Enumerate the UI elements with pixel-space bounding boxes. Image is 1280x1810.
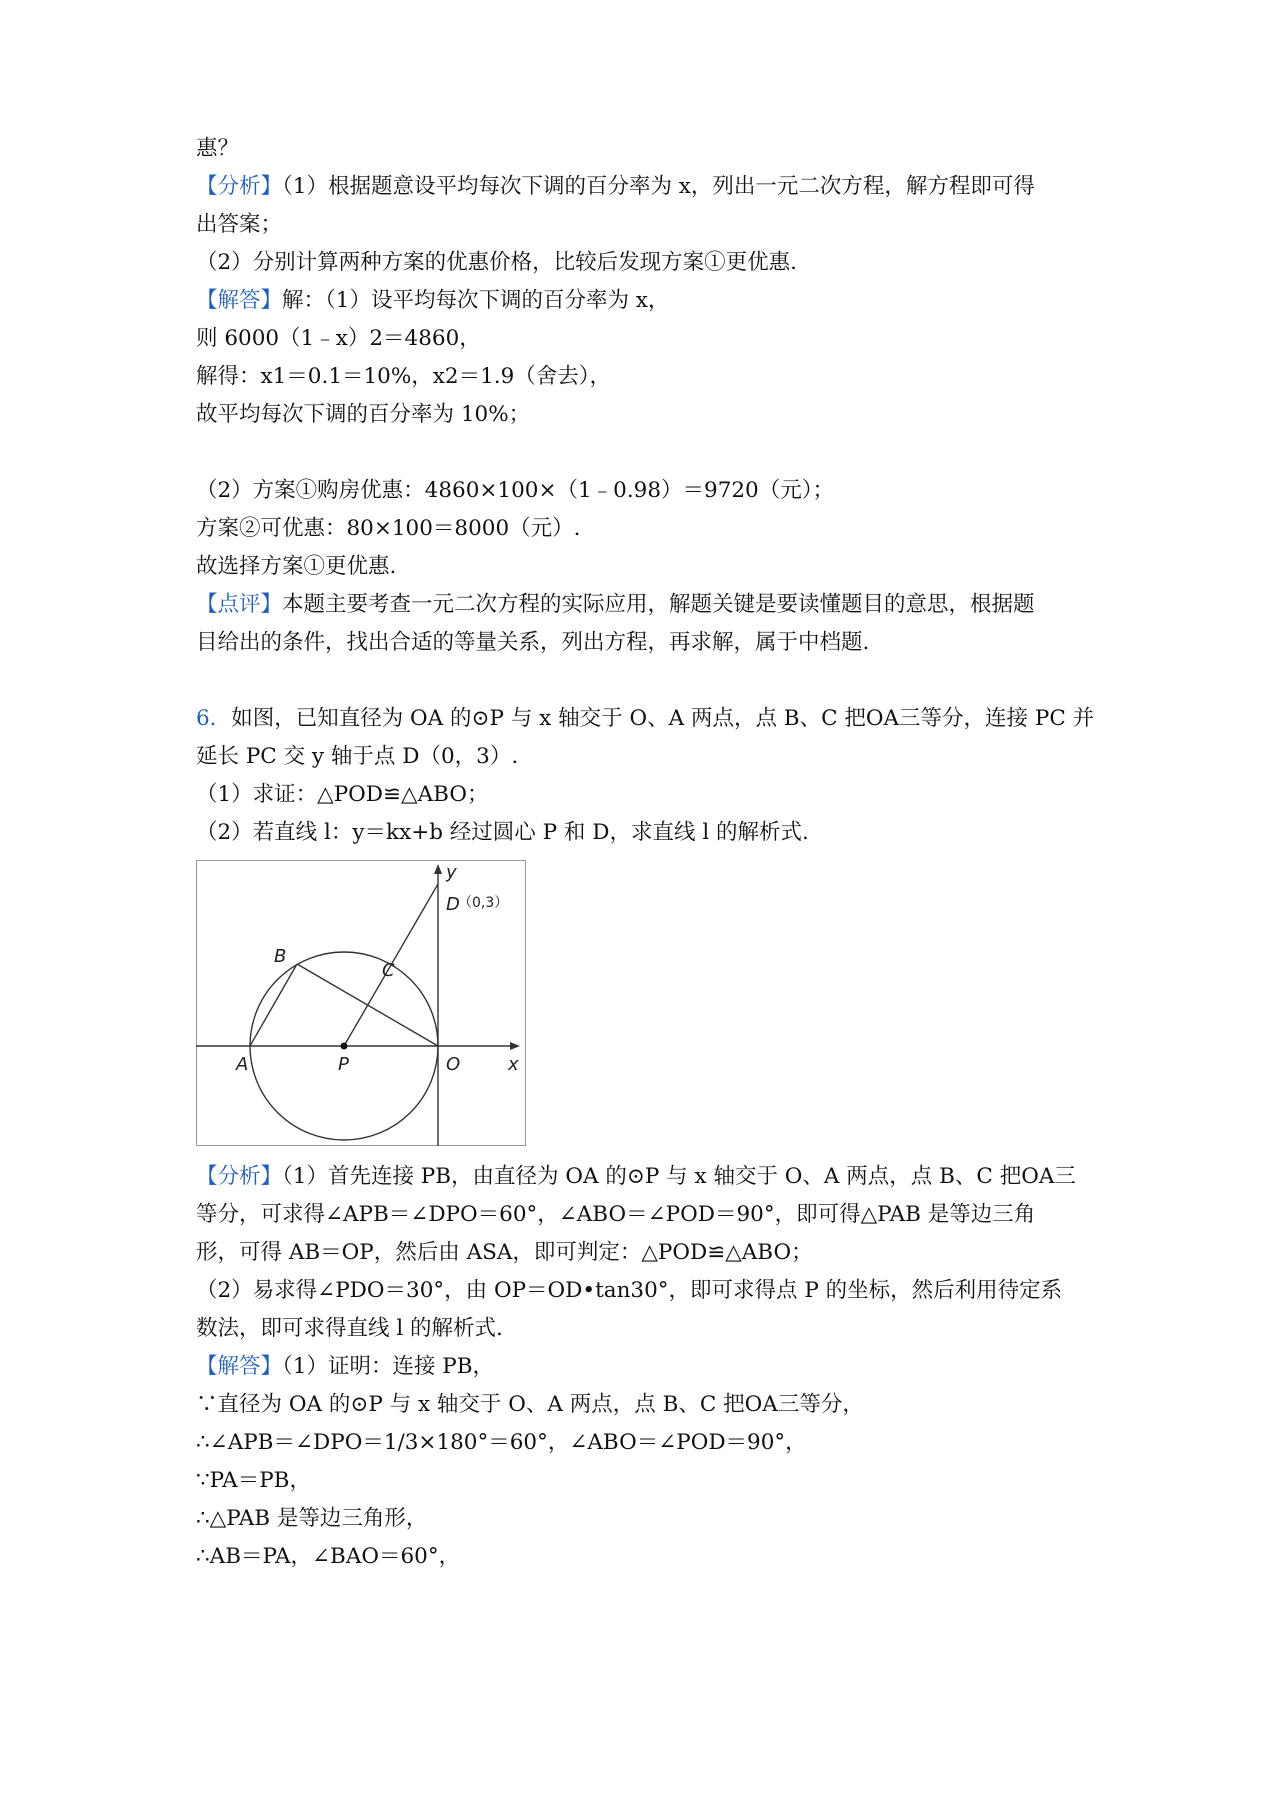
solution-tag: 【解答】: [196, 1354, 283, 1379]
comment-text: 本题主要考查一元二次方程的实际应用，解题关键是要读懂题目的意思，根据题: [282, 592, 1035, 617]
text-line: 出答案；: [196, 212, 283, 237]
text-line: 则 6000（1﹣x）2＝4860，: [196, 326, 481, 351]
text-line: （2）方案①购房优惠：4860×100×（1﹣0.98）＝9720（元）；: [196, 478, 834, 503]
figure-svg: [196, 860, 526, 1146]
analysis-tag: 【分析】: [196, 174, 283, 199]
label-x: x: [508, 1054, 519, 1075]
solution-line: [196, 1348, 1096, 1386]
text-line: ∴△PAB 是等边三角形，: [196, 1506, 428, 1531]
document-page: [196, 130, 1096, 1576]
text-line: ∴∠APB＝∠DPO＝1/3×180°＝60°，∠ABO＝∠POD＝90°，: [196, 1430, 807, 1455]
question-text: 如图，已知直径为 OA 的⊙P 与 x 轴交于 O、A 两点，点 B、C 把OA三等分，连接 PC 并: [231, 706, 1095, 731]
geometry-figure: [196, 860, 526, 1146]
analysis-line: [196, 168, 1096, 206]
label-c: C: [382, 960, 395, 981]
text-line: 数法，即可求得直线 l 的解析式.: [196, 1316, 503, 1341]
solution-text: 解：（1）设平均每次下调的百分率为 x，: [282, 288, 670, 313]
analysis-text: （1）首先连接 PB，由直径为 OA 的⊙P 与 x 轴交于 O、A 两点，点 B、C 把OA三: [282, 1164, 1076, 1189]
text-line: ∵直径为 OA 的⊙P 与 x 轴交于 O、A 两点，点 B、C 把OA三等分，: [196, 1392, 864, 1417]
text-line: 形，可得 AB＝OP，然后由 ASA，即可判定：△POD≌△ABO；: [196, 1240, 813, 1265]
question-number: 6．: [196, 706, 232, 731]
text-line: 故平均每次下调的百分率为 10%；: [196, 402, 531, 427]
text-line: 故选择方案①更优惠.: [196, 554, 397, 579]
text-line: 解得：x1＝0.1＝10%，x2＝1.9（舍去），: [196, 364, 612, 389]
solution-tag: 【解答】: [196, 288, 283, 313]
text-line: （2）易求得∠PDO＝30°，由 OP＝OD•tan30°，即可求得点 P 的坐标，然后利用待定系: [196, 1278, 1063, 1303]
analysis-line: [196, 1158, 1096, 1196]
solution-text: （1）证明：连接 PB，: [282, 1354, 495, 1379]
label-d-coord: （0,3）: [458, 895, 509, 911]
question-line: [196, 700, 1096, 738]
text-line: （2）分别计算两种方案的优惠价格，比较后发现方案①更优惠.: [196, 250, 798, 275]
label-p: P: [338, 1054, 349, 1075]
text-line: 等分，可求得∠APB＝∠DPO＝60°，∠ABO＝∠POD＝90°，即可得△PAB 是等边三角: [196, 1202, 1036, 1227]
text-line: （1）求证：△POD≌△ABO；: [196, 782, 489, 807]
text-line: 目给出的条件，找出合适的等量关系，列出方程，再求解，属于中档题.: [196, 630, 870, 655]
label-y: y: [446, 862, 457, 883]
label-b: B: [274, 946, 287, 967]
text-line: 方案②可优惠：80×100＝8000（元）.: [196, 516, 581, 541]
label-a: A: [236, 1054, 249, 1075]
text-line: （2）若直线 l：y＝kx+b 经过圆心 P 和 D，求直线 l 的解析式.: [196, 820, 809, 845]
text-line: 延长 PC 交 y 轴于点 D（0，3）.: [196, 744, 519, 769]
comment-line: [196, 586, 1096, 624]
label-d: D: [446, 894, 460, 915]
text-line: ∴AB＝PA，∠BAO＝60°，: [196, 1544, 461, 1569]
solution-line: [196, 282, 1096, 320]
text-line: 惠？: [196, 136, 240, 161]
analysis-tag: 【分析】: [196, 1164, 283, 1189]
text-line: ∵PA＝PB，: [196, 1468, 311, 1493]
analysis-text: （1）根据题意设平均每次下调的百分率为 x，列出一元二次方程，解方程即可得: [282, 174, 1035, 199]
point-p-dot: [341, 1043, 348, 1050]
comment-tag: 【点评】: [196, 592, 283, 617]
label-o: O: [446, 1054, 461, 1075]
